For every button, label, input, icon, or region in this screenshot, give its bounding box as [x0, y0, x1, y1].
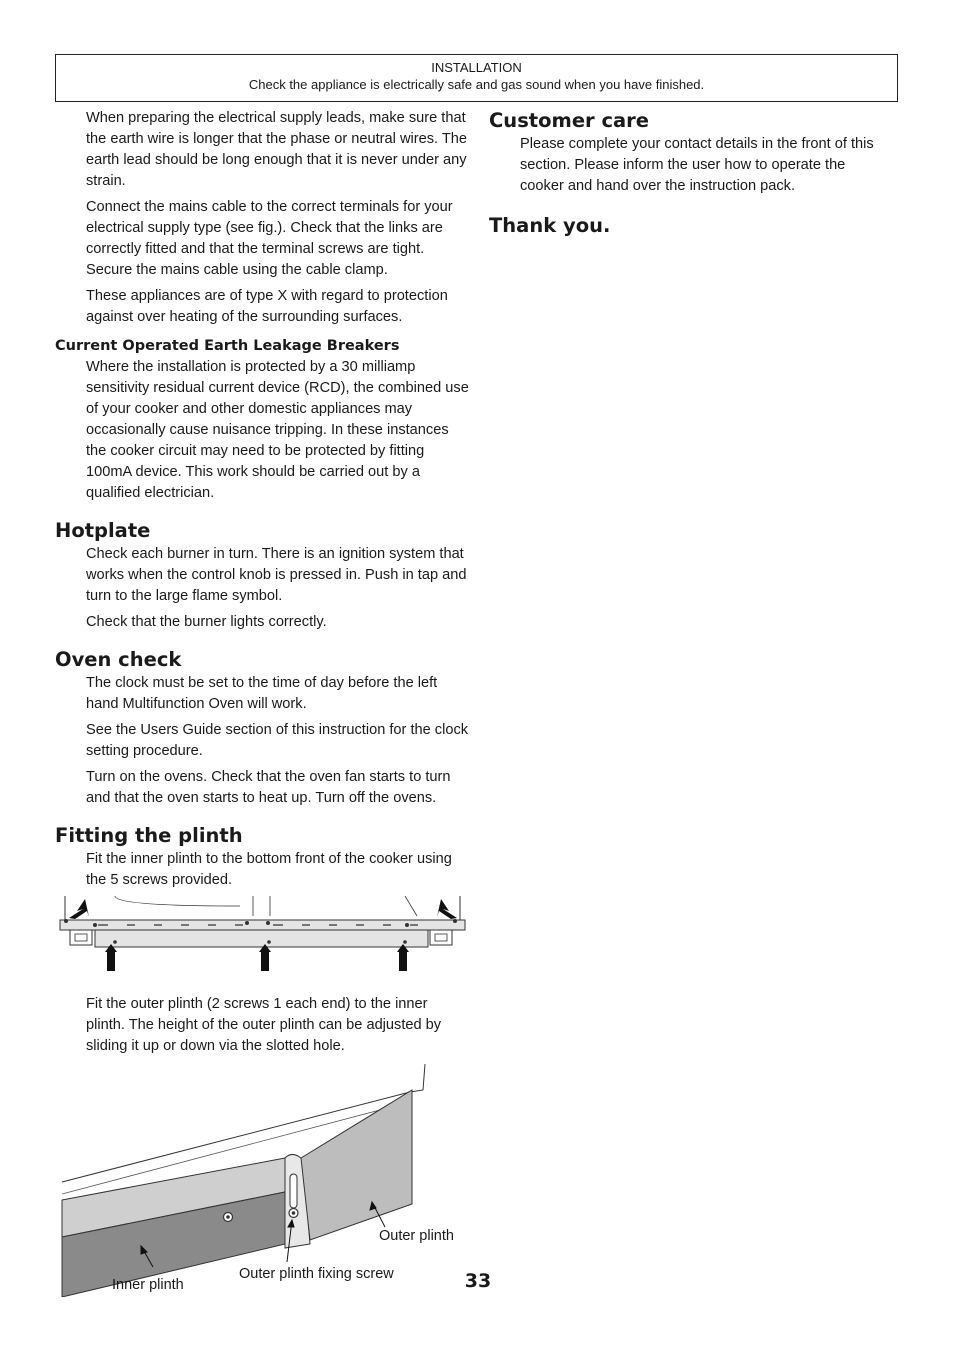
customer-care-heading: Customer care: [489, 109, 650, 132]
page-number: 33: [464, 1270, 492, 1292]
header-title: INSTALLATION: [431, 60, 522, 75]
breakers-heading: Current Operated Earth Leakage Breakers: [55, 338, 400, 354]
header-subtitle: Check the appliance is electrically safe and gas sound when you have finished.: [248, 77, 705, 92]
fixing-screw-label: Outer plinth fixing screw: [239, 1266, 394, 1282]
plinth-heading: Fitting the plinth: [55, 824, 243, 847]
oven-check-heading: Oven check: [55, 648, 182, 671]
right-column: [489, 108, 889, 239]
inner-plinth-diagram: [55, 896, 470, 976]
customer-care-paragraph: Please complete your contact details in the front of this section. Please inform the user how to operate the cooker and hand over the instruction pack.: [520, 136, 874, 194]
intro-paragraph-1: When preparing the electrical supply leads, make sure that the earth wire is longer that the phase or neutral wires. The earth lead should be long enough that it is never under any strain.: [86, 110, 467, 189]
oven-check-paragraph-3: Turn on the ovens. Check that the oven fan starts to turn and that the oven starts to heat up. Turn off the ovens.: [86, 769, 451, 806]
plinth-paragraph-2: Fit the outer plinth (2 screws 1 each end) to the inner plinth. The height of the outer plinth can be adjusted by sliding it up or down via the slotted hole.: [86, 996, 442, 1054]
intro-paragraph-2: Connect the mains cable to the correct terminals for your electrical supply type (see fig.). Check that the links are correctly fitted and that the terminal screws are tight. Secure the mains cable using the cable clamp.: [86, 199, 453, 278]
outer-plinth-label: Outer plinth: [379, 1228, 454, 1244]
oven-check-paragraph-1: The clock must be set to the time of day before the left hand Multifunction Oven will work.: [86, 675, 438, 712]
outer-plinth-diagram: [55, 1062, 470, 1297]
hotplate-paragraph-2: Check that the burner lights correctly.: [86, 614, 327, 630]
thank-you-heading: Thank you.: [489, 214, 611, 237]
inner-plinth-label: Inner plinth: [112, 1277, 184, 1293]
breakers-paragraph: Where the installation is protected by a 30 milliamp sensitivity residual current device (RCD), the combined use of your cooker and other domestic appliances may occasionally cause nuisance tripping. In these instances the cooker circuit may need to be protected by fitting 100mA device. This work should be carried out by a qualified electrician.: [86, 359, 469, 501]
left-column: [55, 108, 470, 1297]
oven-check-paragraph-2: See the Users Guide section of this instruction for the clock setting procedure.: [86, 722, 469, 759]
header-box: [55, 54, 898, 102]
plinth-paragraph-1: Fit the inner plinth to the bottom front of the cooker using the 5 screws provided.: [86, 851, 452, 888]
hotplate-heading: Hotplate: [55, 519, 151, 542]
intro-paragraph-3: These appliances are of type X with regard to protection against over heating of the surrounding surfaces.: [86, 288, 448, 325]
hotplate-paragraph-1: Check each burner in turn. There is an ignition system that works when the control knob is pressed in. Push in tap and turn to the large flame symbol.: [86, 546, 467, 604]
